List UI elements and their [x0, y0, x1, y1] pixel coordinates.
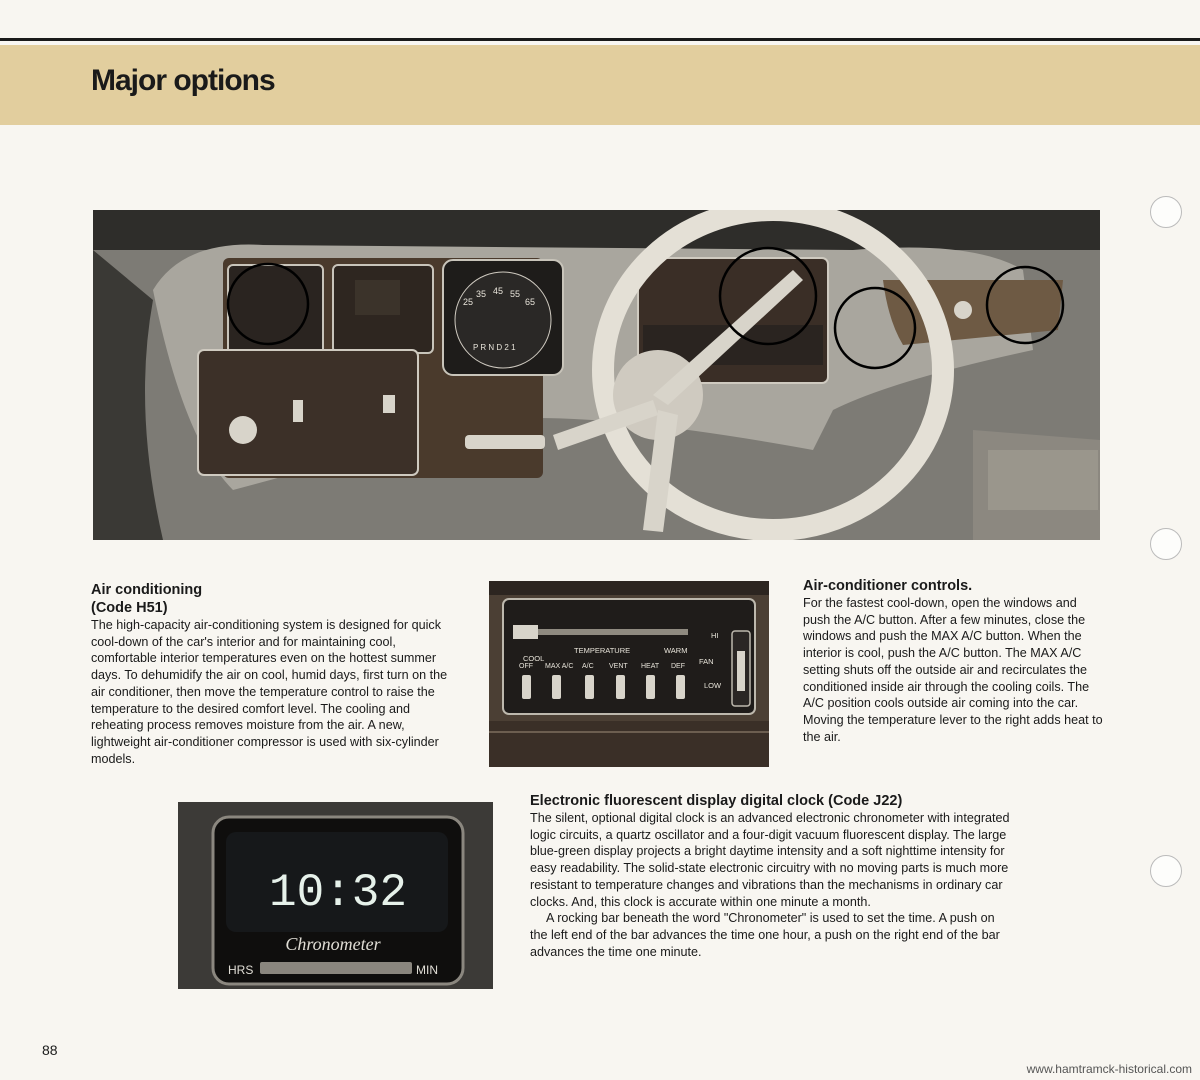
ac-panel-photo-icon — [489, 581, 769, 767]
ac-control-panel-photo — [489, 581, 769, 767]
digital-clock-heading: Electronic fluorescent display digital clock (Code J22) — [530, 793, 903, 809]
speedo-tick-0: 25 — [463, 297, 474, 307]
ac-button-label-0: OFF — [519, 663, 533, 670]
digital-clock-body-1: The silent, optional digital clock is an advanced electronic chronometer with integrated logic circuits, a quartz oscillator and a four-digit vacuum fluorescent display. The large blue-green display projects a bright daytime intensity and a soft nighttime intensity for easy readability. The solid-state electronic circuitry with no moving parts is much more resistant to temperature changes and vibrations than the mechanisms in ordinary car clocks. And, this clock is accurate within one minute a month. — [530, 811, 1010, 909]
air-conditioning-section — [91, 581, 461, 767]
air-conditioning-heading-line2: (Code H51) — [91, 600, 168, 616]
clock-time: 10:32 — [268, 867, 408, 919]
dashboard-photo — [93, 210, 1100, 540]
ac-controls-heading: Air-conditioner controls. — [803, 578, 973, 594]
clock-brand: Chronometer — [285, 934, 381, 954]
watermark: www.hamtramck-historical.com — [1026, 1062, 1192, 1076]
clock-min-label: MIN — [416, 963, 438, 977]
air-conditioning-heading-line1: Air conditioning — [91, 582, 203, 598]
dashboard-photo-icon — [93, 210, 1100, 540]
speedo-tick-4: 65 — [525, 297, 536, 307]
clock-photo-icon — [178, 802, 493, 989]
ac-button-label-1: MAX A/C — [545, 663, 574, 670]
air-conditioning-body: The high-capacity air-conditioning system is designed for quick cool-down of the car's interior and for maintaining cool, comfortable interior temperatures even on the hottest summer days. To dehumidify the air on cool, humid days, first turn on the air conditioner, then move the temperature control to raise the temperature to the desired comfort level. The cooling and reheating process removes moisture from the air. A new, lightweight air-conditioner compressor is used with six-cylinder models. — [91, 618, 448, 766]
ac-fan-label: FAN — [699, 657, 714, 666]
air-conditioning-heading — [91, 581, 461, 617]
clock-hrs-label: HRS — [228, 963, 254, 977]
page-number: 88 — [42, 1042, 58, 1058]
top-rule — [0, 38, 1200, 41]
trans-letters: P R N D 2 1 — [473, 343, 516, 352]
ac-warm-label: WARM — [664, 646, 688, 655]
ac-controls-body: For the fastest cool-down, open the windows and push the A/C button. After a few minutes, close the windows and push the MAX A/C button. When the interior is cool, push the A/C button. The MAX A/C setting shuts off the outside air and recirculates the conditioned inside air through the cooling coils. The A/C position cools outside air coming into the car. Moving the temperature lever to the right adds heat to the air. — [803, 596, 1103, 744]
binder-hole — [1150, 196, 1182, 228]
speedo-tick-1: 35 — [476, 289, 487, 299]
digital-clock-section — [530, 792, 1010, 960]
ac-low-label: LOW — [704, 681, 722, 690]
binder-hole — [1150, 528, 1182, 560]
ac-hi-label: HI — [711, 631, 719, 640]
clock-photo — [178, 802, 493, 989]
ac-button-label-4: HEAT — [641, 663, 660, 670]
ac-controls-section — [803, 577, 1103, 745]
speedo-tick-3: 55 — [510, 289, 521, 299]
page-title: Major options — [91, 64, 275, 97]
speedo-tick-2: 45 — [493, 286, 504, 296]
digital-clock-body-2: A rocking bar beneath the word "Chronometer" is used to set the time. A push on the left end of the bar advances the time one hour, a push on the right end of the bar advances the time one minute. — [530, 911, 1000, 959]
ac-button-label-2: A/C — [582, 663, 594, 670]
binder-hole — [1150, 855, 1182, 887]
ac-cool-label: COOL — [523, 654, 545, 663]
ac-button-label-3: VENT — [609, 663, 628, 670]
ac-temperature-label: TEMPERATURE — [574, 646, 631, 655]
ac-button-label-5: DEF — [671, 663, 685, 670]
